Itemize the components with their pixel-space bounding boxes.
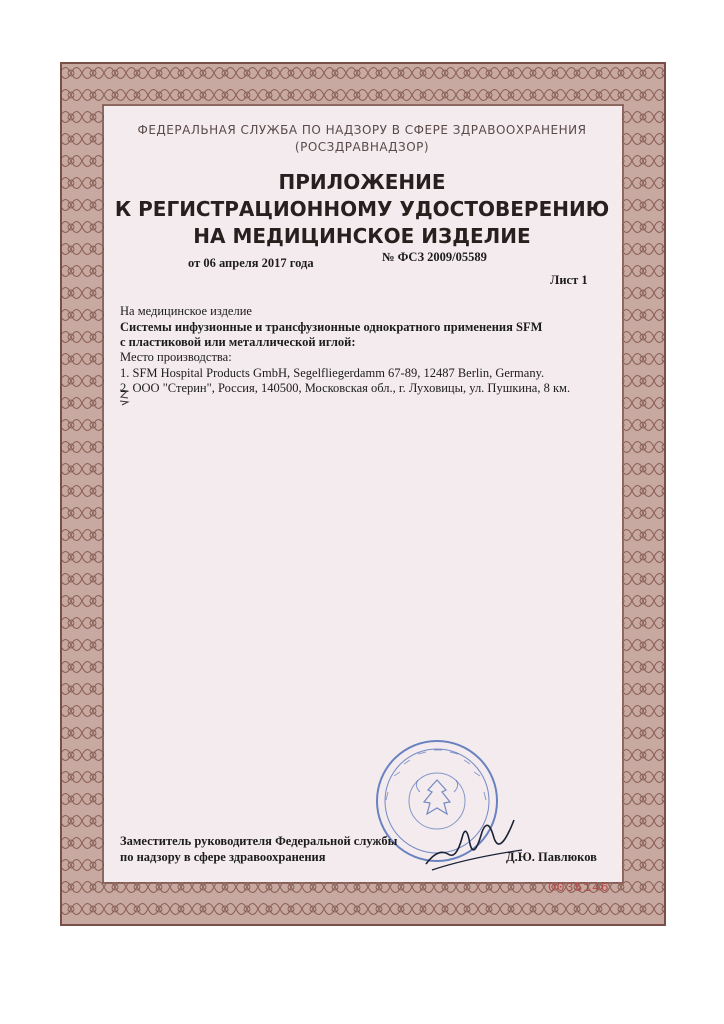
intro-text: На медицинское изделие — [120, 304, 252, 318]
registration-date: от 06 апреля 2017 года — [188, 256, 314, 270]
production-site-2: 2. ООО "Стерин", Россия, 140500, Московская обл., г. Луховицы, ул. Пушкина, 8 км. — [120, 381, 571, 395]
signatory-position-line2: по надзору в сфере здравоохранения — [120, 850, 326, 864]
sheet-number: Лист 1 — [550, 273, 588, 287]
handwritten-signature — [418, 798, 528, 878]
document-title-line3: НА МЕДИЦИНСКОЕ ИЗДЕЛИЕ — [193, 224, 531, 248]
registration-number: № ФСЗ 2009/05589 — [382, 250, 487, 264]
production-label: Место производства: — [120, 350, 232, 364]
document-title-line2: К РЕГИСТРАЦИОННОМУ УДОСТОВЕРЕНИЮ — [114, 197, 610, 221]
signatory-position-line1: Заместитель руководителя Федеральной службы — [120, 834, 398, 848]
signatory-name: Д.Ю. Павлюков — [506, 850, 597, 864]
document-title-line1: ПРИЛОЖЕНИЕ — [278, 170, 446, 194]
device-name-line1: Системы инфузионные и трансфузионные однократного применения SFM — [120, 320, 543, 334]
production-site-1: 1. SFM Hospital Products GmbH, Segelfliegerdamm 67-89, 12487 Berlin, Germany. — [120, 366, 545, 380]
handwritten-mark — [118, 388, 130, 406]
device-name-line2: с пластиковой или металлической иглой: — [120, 335, 356, 349]
form-serial-number: 0035146 — [548, 880, 610, 895]
agency-abbreviation: (РОСЗДРАВНАДЗОР) — [294, 140, 430, 154]
inner-frame-line — [102, 104, 624, 884]
agency-name: ФЕДЕРАЛЬНАЯ СЛУЖБА ПО НАДЗОРУ В СФЕРЕ ЗДРАВООХРАНЕНИЯ — [137, 123, 587, 137]
